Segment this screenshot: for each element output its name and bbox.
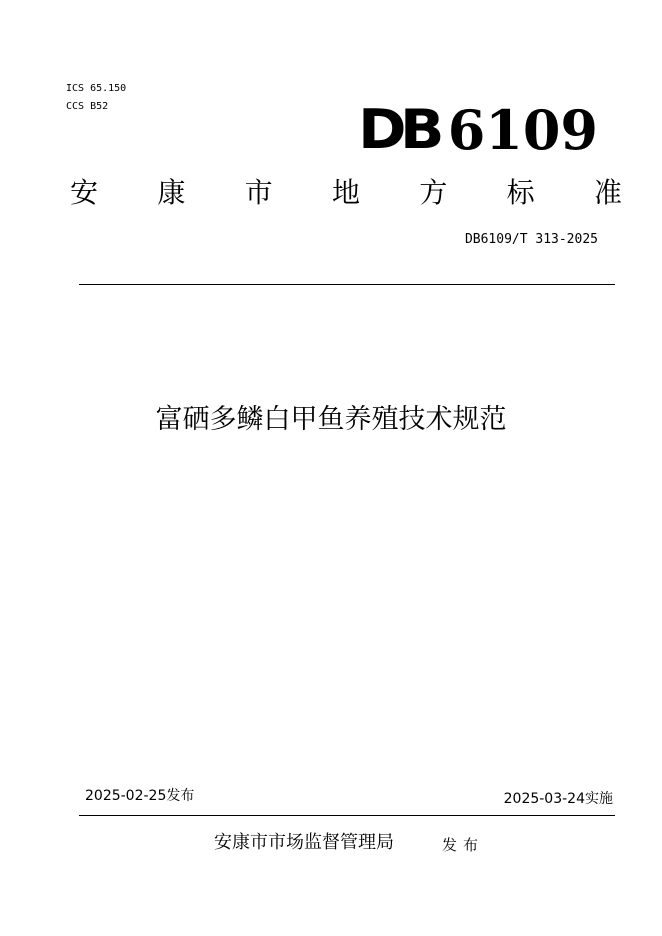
logo-code: 6109 [447, 98, 598, 162]
logo-prefix: DB [357, 98, 438, 161]
issue-date: 2025-02-25发布 [85, 788, 195, 804]
standard-logo [357, 98, 598, 162]
standard-type-char: 标 [506, 176, 535, 209]
top-divider [79, 284, 615, 285]
standard-type-char: 地 [331, 176, 360, 209]
bottom-divider [79, 815, 615, 816]
ics-code: ICS 65.150 [66, 83, 127, 94]
standard-type-title [70, 175, 622, 211]
publish-label: 发布 [442, 836, 485, 854]
standard-type-char: 方 [419, 176, 448, 209]
standard-type-char: 安 [70, 176, 99, 209]
document-title: 富硒多鳞白甲鱼养殖技术规范 [155, 404, 507, 435]
standard-type-char: 市 [244, 176, 273, 209]
standard-type-char: 康 [157, 176, 186, 209]
standard-type-char: 准 [593, 176, 622, 209]
publisher-name: 安康市市场监督管理局 [214, 832, 394, 853]
implementation-date: 2025-03-24实施 [503, 791, 613, 807]
ccs-code: CCS B52 [66, 101, 109, 112]
standard-number: DB6109/T 313-2025 [464, 232, 598, 247]
